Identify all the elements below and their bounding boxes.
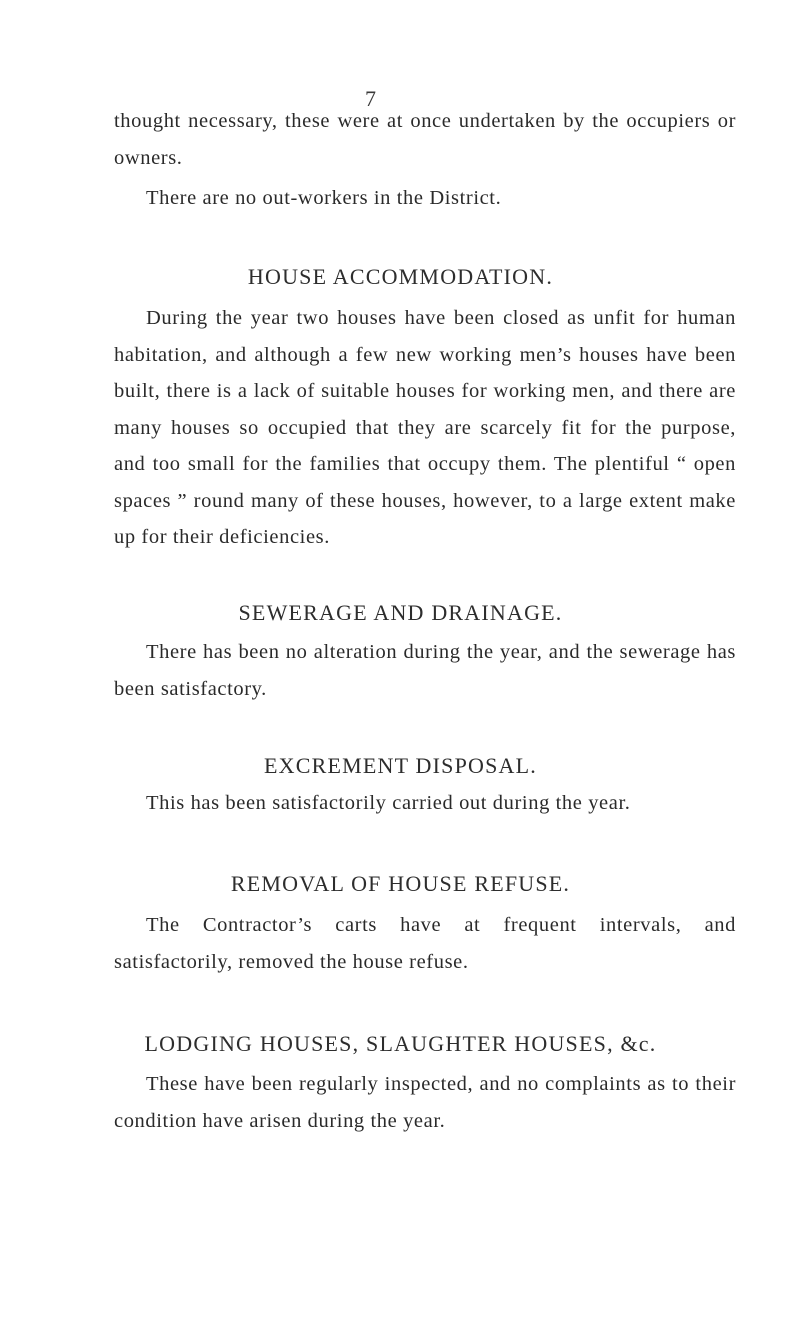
section-paragraph-lodging-slaughter-houses xyxy=(114,1066,736,1139)
section-heading-lodging-slaughter-houses: LODGING HOUSES, SLAUGHTER HOUSES, &c. xyxy=(144,1031,657,1056)
section-heading-sewerage-drainage: SEWERAGE AND DRAINAGE. xyxy=(238,600,563,625)
section-paragraph-excrement-disposal xyxy=(114,785,736,822)
section-paragraph-sewerage-drainage xyxy=(114,634,736,707)
outworkers-text: There are no out-workers in the District. xyxy=(146,187,502,209)
section-text: This has been satisfactorily carried out during the year. xyxy=(146,792,631,814)
intro-paragraph: thought necessary, these were at once undertaken by the occupiers or owners. xyxy=(114,110,736,169)
section-text: During the year two houses have been closed as unfit for human habitation, and although a few new working men’s houses have been built, there is a lack of suitable houses for working men, and there are many houses so occupied that they are scarcely fit for the purpose, and too small for the families that occupy them. The plentiful “ open spaces ” round many of these houses, however, to a large extent make up for their deficiencies. xyxy=(114,307,736,548)
section-text: The Contractor’s carts have at frequent intervals, and satisfactorily, removed the house refuse. xyxy=(114,914,736,973)
section-paragraph-house-accommodation xyxy=(114,300,736,556)
section-heading-house-accommodation: HOUSE ACCOMMODATION. xyxy=(247,264,554,289)
section-paragraph-removal-house-refuse xyxy=(114,907,736,980)
section-text: These have been regularly inspected, and no complaints as to their condition have arisen during the year. xyxy=(114,1073,736,1132)
outworkers-paragraph xyxy=(114,180,736,217)
section-text: There has been no alteration during the year, and the sewerage has been satisfactory. xyxy=(114,641,736,700)
section-heading-excrement-disposal: EXCREMENT DISPOSAL. xyxy=(264,753,537,778)
page-number: 7 xyxy=(365,86,376,111)
section-heading-removal-house-refuse: REMOVAL OF HOUSE REFUSE. xyxy=(230,871,571,896)
